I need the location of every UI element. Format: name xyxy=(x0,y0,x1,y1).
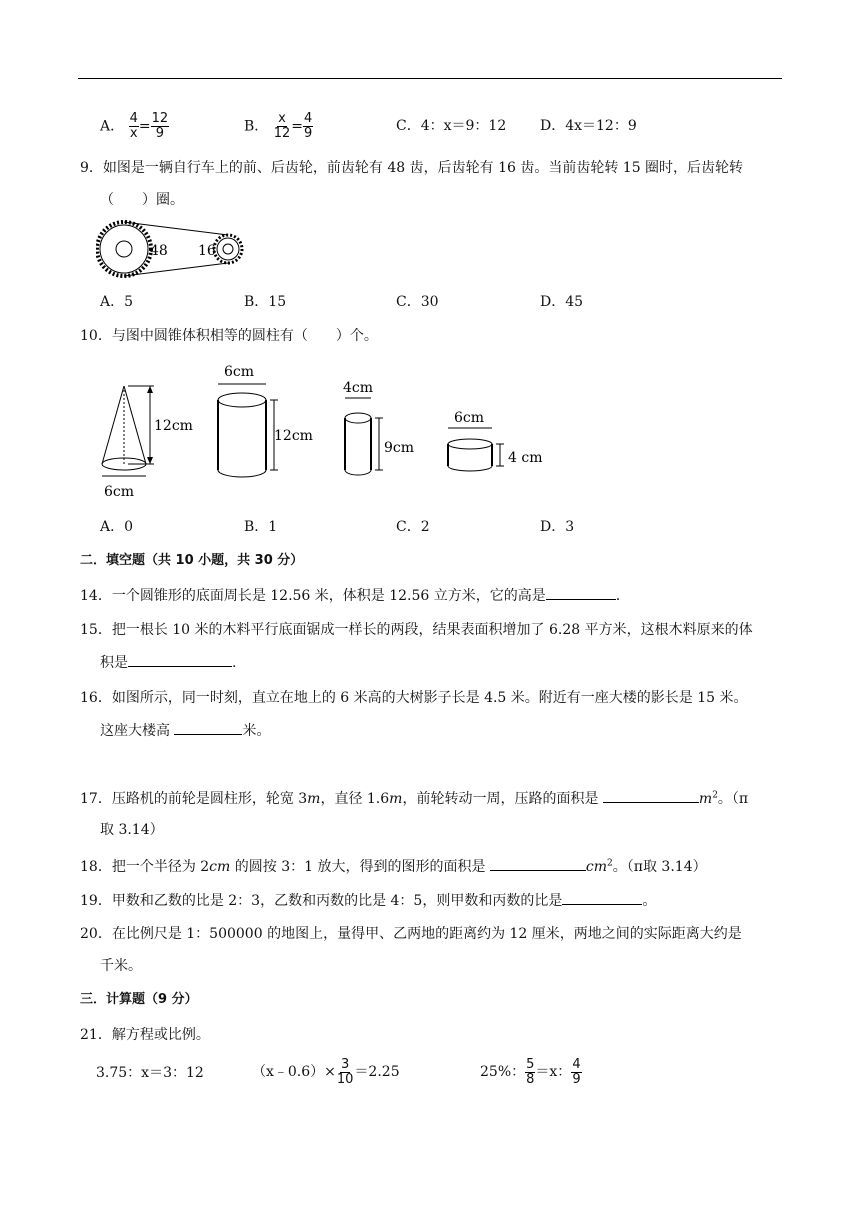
q16-line1: 16．如图所示，同一时刻，直立在地上的 6 米高的大树影子长是 4.5 米。附近有一座大楼的影长是 15 米。 xyxy=(80,690,748,706)
cylinder-1 xyxy=(218,384,278,477)
q8-option-d[interactable]: D．4x＝12：9 xyxy=(540,118,637,134)
fraction: $\frac{3}{10}$ xyxy=(336,1056,354,1087)
fraction: $\frac{4}{9}$ xyxy=(572,1056,581,1087)
answer-blank[interactable] xyxy=(546,585,616,600)
q21-equation-3: 25%： $\frac{5}{8}$ ＝x： $\frac{4}{9}$ xyxy=(480,1056,581,1087)
cylinder-2 xyxy=(345,398,383,475)
q9-text-line2: （ ）圈。 xyxy=(100,192,184,208)
q20-line1: 20．在比例尺是 1：500000 的地图上，量得甲、乙两地的距离约为 12 厘米，两地之间的实际距离大约是 xyxy=(80,926,742,942)
q16-line2: 这座大楼高 米。 xyxy=(100,720,270,741)
q9-option-b[interactable]: B．15 xyxy=(244,294,287,310)
q21-text: 21．解方程或比例。 xyxy=(80,1027,210,1043)
fraction: $\frac{x}{12}$ xyxy=(273,111,291,141)
front-gear xyxy=(100,225,148,273)
cylinder-3 xyxy=(448,428,504,471)
q21-equation-2: （x﹣0.6）× $\frac{3}{10}$ ＝2.25 xyxy=(252,1056,400,1087)
section-2-heading: 二．填空题（共 10 小题，共 30 分） xyxy=(80,553,304,568)
q15-line2: 积是 . xyxy=(100,652,236,673)
cylinder-2-top-label: 4cm xyxy=(343,380,374,396)
fraction: $\frac{4}{x}$ xyxy=(129,111,138,141)
q9-option-a[interactable]: A．5 xyxy=(100,294,134,310)
q8-option-b[interactable]: B． $\frac{x}{12}$ = $\frac{4}{9}$ xyxy=(244,111,313,141)
q19: 19．甲数和乙数的比是 2：3，乙数和丙数的比是 4：5，则甲数和丙数的比是 。 xyxy=(80,890,656,911)
q9-option-c[interactable]: C．30 xyxy=(396,294,439,310)
answer-blank[interactable] xyxy=(490,856,586,871)
answer-blank[interactable] xyxy=(128,652,232,667)
cone-height-label: 12cm xyxy=(154,418,193,434)
section-3-heading: 三．计算题（9 分） xyxy=(80,992,198,1007)
q17-line1: 17．压路机的前轮是圆柱形，轮宽 3m，直径 1.6m，前轮转动一周，压路的面积是 $m^2$。（π xyxy=(80,788,748,809)
fraction: $\frac{12}{9}$ xyxy=(151,111,169,141)
q20-line2: 千米。 xyxy=(100,958,142,974)
header-rule xyxy=(78,78,782,79)
q8-option-c[interactable]: C．4：x＝9：12 xyxy=(396,118,507,134)
q9-option-d[interactable]: D．45 xyxy=(540,294,584,310)
rear-gear xyxy=(217,238,239,260)
fraction: $\frac{5}{8}$ xyxy=(526,1056,535,1087)
q10-option-b[interactable]: B．1 xyxy=(244,519,278,535)
cylinder-3-top-label: 6cm xyxy=(454,410,485,426)
cylinder-1-height-label: 12cm xyxy=(274,428,313,444)
q10-option-c[interactable]: C．2 xyxy=(396,519,430,535)
cylinder-3-height-label: 4 cm xyxy=(508,450,543,466)
cylinder-1-top-label: 6cm xyxy=(224,364,255,380)
fraction: $\frac{4}{9}$ xyxy=(304,111,313,141)
q21-equation-1: 3.75：x＝3：12 xyxy=(96,1065,204,1081)
front-gear-label: 48 xyxy=(150,243,168,259)
q8-option-a[interactable]: A． $\frac{4}{x}$ = $\frac{12}{9}$ xyxy=(100,111,169,141)
q17-line2: 取 3.14） xyxy=(100,822,164,838)
answer-blank[interactable] xyxy=(562,890,642,905)
cylinder-2-height-label: 9cm xyxy=(384,440,415,456)
rear-gear-label: 16 xyxy=(198,243,216,259)
gear-figure xyxy=(96,220,248,278)
q10-option-d[interactable]: D．3 xyxy=(540,519,575,535)
q14: 14．一个圆锥形的底面周长是 12.56 米，体积是 12.56 立方米，它的高是 . xyxy=(80,585,620,606)
q15-line1: 15．把一根长 10 米的木料平行底面锯成一样长的两段，结果表面积增加了 6.28 平方米，这根木料原来的体 xyxy=(80,622,753,638)
cone xyxy=(102,386,154,476)
q9-text-line1: 9．如图是一辆自行车上的前、后齿轮，前齿轮有 48 齿，后齿轮有 16 齿。当前齿轮转 15 圈时，后齿轮转 xyxy=(80,160,744,176)
q10-option-a[interactable]: A．0 xyxy=(100,519,134,535)
volume-figure xyxy=(94,358,554,504)
q10-text: 10．与图中圆锥体积相等的圆柱有（ ）个。 xyxy=(80,328,378,344)
cone-base-label: 6cm xyxy=(104,484,135,500)
q18: 18．把一个半径为 2cm 的圆按 3：1 放大，得到的图形的面积是 $cm^2$。（π取 3.14） xyxy=(80,856,707,877)
answer-blank[interactable] xyxy=(603,788,699,803)
answer-blank[interactable] xyxy=(174,720,242,735)
